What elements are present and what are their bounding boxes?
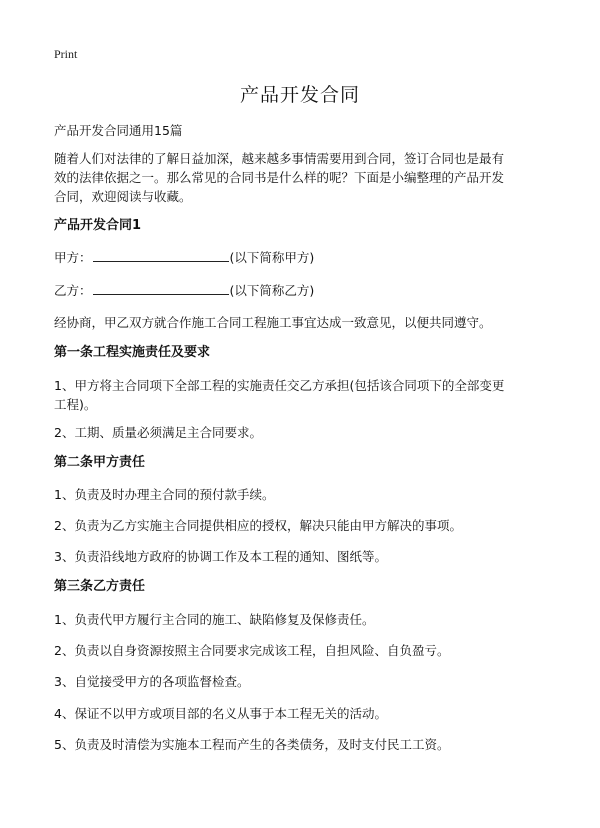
article-3-item: 3、自觉接受甲方的各项监督检查。 xyxy=(54,674,250,689)
agreement-text: 经协商，甲乙双方就合作施工合同工程施工事宜达成一致意见，以便共同遵守。 xyxy=(54,315,492,330)
article-2-item: 1、负责及时办理主合同的预付款手续。 xyxy=(54,487,275,502)
article-1-heading: 第一条工程实施责任及要求 xyxy=(54,345,211,360)
article-3-item: 5、负责及时清偿为实施本工程而产生的各类债务，及时支付民工工资。 xyxy=(54,737,450,752)
section-heading: 产品开发合同1 xyxy=(54,218,142,233)
party-a-blank xyxy=(93,249,229,262)
article-2-item: 2、负责为乙方实施主合同提供相应的授权，解决只能由甲方解决的事项。 xyxy=(54,518,462,533)
article-3-item: 4、保证不以甲方或项目部的名义从事于本工程无关的活动。 xyxy=(54,706,387,721)
party-b-blank xyxy=(93,282,229,295)
article-3-heading: 第三条乙方责任 xyxy=(54,579,146,594)
party-b-label: 乙方： xyxy=(54,283,92,298)
intro-line-3: 合同，欢迎阅读与收藏。 xyxy=(54,189,192,204)
article-2-heading: 第二条甲方责任 xyxy=(54,455,146,470)
article-1-item: 2、工期、质量必须满足主合同要求。 xyxy=(54,425,262,440)
party-a-row xyxy=(54,248,554,268)
party-a-label: 甲方： xyxy=(54,250,92,265)
document-subtitle: 产品开发合同通用15篇 xyxy=(54,123,183,138)
intro-line-2: 效的法律依据之一。那么常见的合同书是什么样的呢？下面是小编整理的产品开发 xyxy=(54,170,505,185)
print-link[interactable]: Print xyxy=(54,47,78,61)
party-a-suffix: (以下简称甲方) xyxy=(229,250,315,265)
article-3-item: 1、负责代甲方履行主合同的施工、缺陷修复及保修责任。 xyxy=(54,612,375,627)
article-3-item: 2、负责以自身资源按照主合同要求完成该工程，自担风险、自负盈亏。 xyxy=(54,643,450,658)
article-1-item: 工程)。 xyxy=(54,397,97,412)
article-1-item: 1、甲方将主合同项下全部工程的实施责任交乙方承担(包括该合同项下的全部变更 xyxy=(54,378,505,393)
intro-line-1: 随着人们对法律的了解日益加深，越来越多事情需要用到合同，签订合同也是最有 xyxy=(54,151,505,166)
party-b-row xyxy=(54,281,554,301)
document-title: 产品开发合同 xyxy=(239,84,360,106)
party-b-suffix: (以下简称乙方) xyxy=(229,283,315,298)
article-2-item: 3、负责沿线地方政府的协调工作及本工程的通知、图纸等。 xyxy=(54,549,387,564)
